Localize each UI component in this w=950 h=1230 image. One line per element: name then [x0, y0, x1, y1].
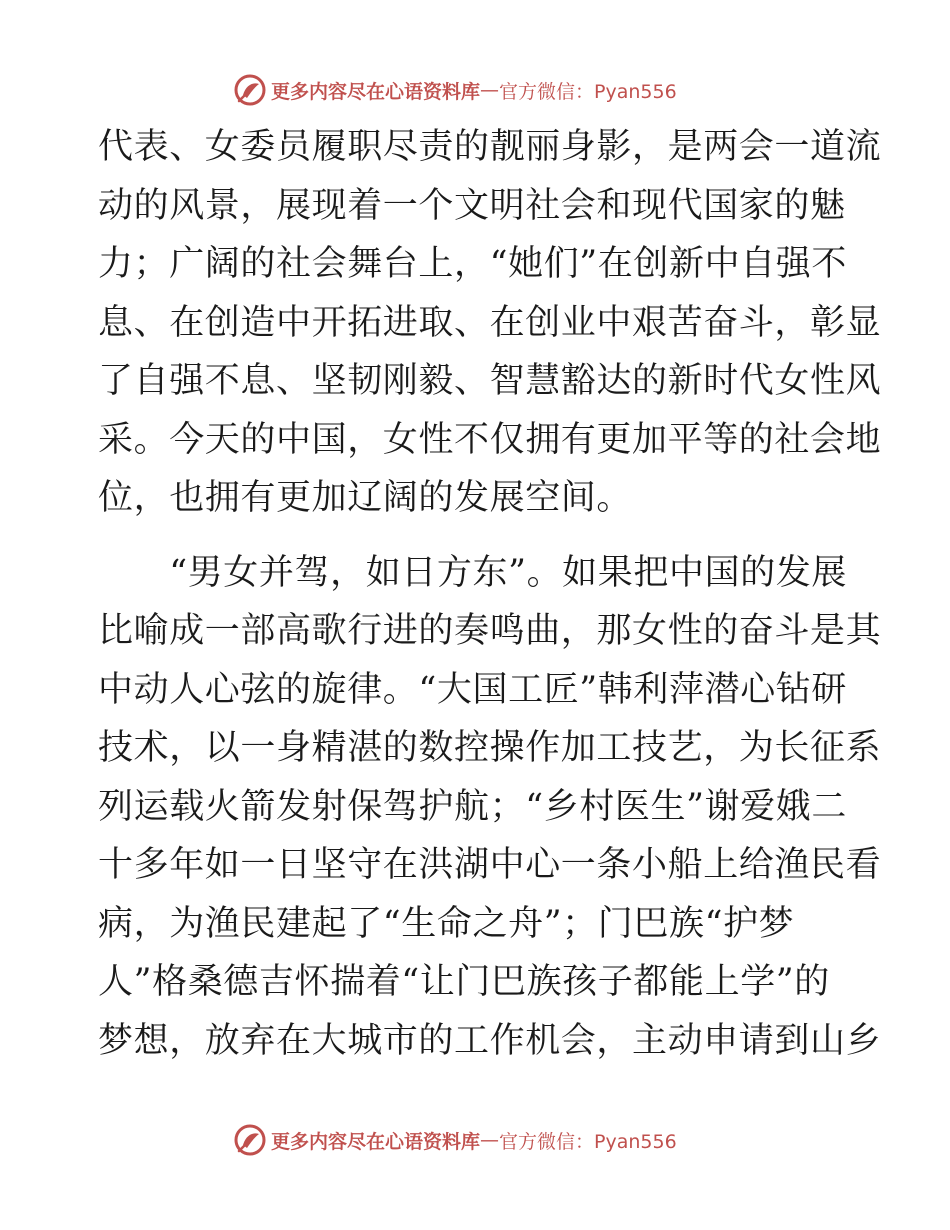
footer-site-text: 更多内容尽在心语资料库	[271, 1130, 481, 1153]
text-line: 列运载火箭发射保驾护航；“乡村医生”谢爱娥二	[98, 786, 847, 827]
footer-watermark	[233, 1123, 677, 1157]
text-line: 息、在创造中开拓进取、在创业中艰苦奋斗，彰显	[98, 302, 882, 343]
paragraph	[98, 544, 882, 1071]
footer-wechat-text: 官方微信：Pyan556	[499, 1130, 677, 1153]
text-line: 动的风景，展现着一个文明社会和现代国家的魅	[98, 185, 846, 226]
text-line: 采。今天的中国，女性不仅拥有更加平等的社会地	[98, 419, 882, 460]
text-line: 梦想，放弃在大城市的工作机会，主动申请到山乡	[98, 1020, 882, 1061]
paragraph-gap	[98, 528, 850, 544]
seal-logo-icon	[233, 1123, 267, 1157]
text-line: 十多年如一日坚守在洪湖中心一条小船上给渔民看	[98, 845, 882, 885]
article-body	[98, 118, 882, 1070]
text-line: 人”格桑德吉怀揣着“让门巴族孩子都能上学”的	[98, 962, 830, 1002]
paragraph	[98, 118, 882, 528]
text-line: 力；广阔的社会舞台上，“她们”在创新中自强不	[98, 244, 847, 284]
header-wechat-text: 官方微信：Pyan556	[499, 80, 677, 103]
header-separator: —	[480, 79, 500, 101]
text-line: 代表、女委员履职尽责的靓丽身影，是两会一道流	[98, 127, 882, 167]
text-line: 技术，以一身精湛的数控操作加工技艺，为长征系	[98, 728, 882, 768]
header-site-text: 更多内容尽在心语资料库	[271, 80, 481, 103]
text-line: “男女并驾，如日方东”。如果把中国的发展	[98, 552, 847, 593]
text-line: 了自强不息、坚韧刚毅、智慧豁达的新时代女性风	[98, 361, 882, 401]
footer-separator: —	[480, 1129, 500, 1151]
text-line: 位，也拥有更加辽阔的发展空间。	[98, 478, 633, 518]
header-watermark	[233, 73, 677, 107]
text-line: 中动人心弦的旋律。“大国工匠”韩利萍潜心钻研	[98, 669, 847, 710]
text-line: 比喻成一部高歌行进的奏鸣曲，那女性的奋斗是其	[98, 611, 882, 651]
seal-logo-icon	[233, 73, 267, 107]
text-line: 病，为渔民建起了“生命之舟”；门巴族“护梦	[98, 903, 795, 944]
